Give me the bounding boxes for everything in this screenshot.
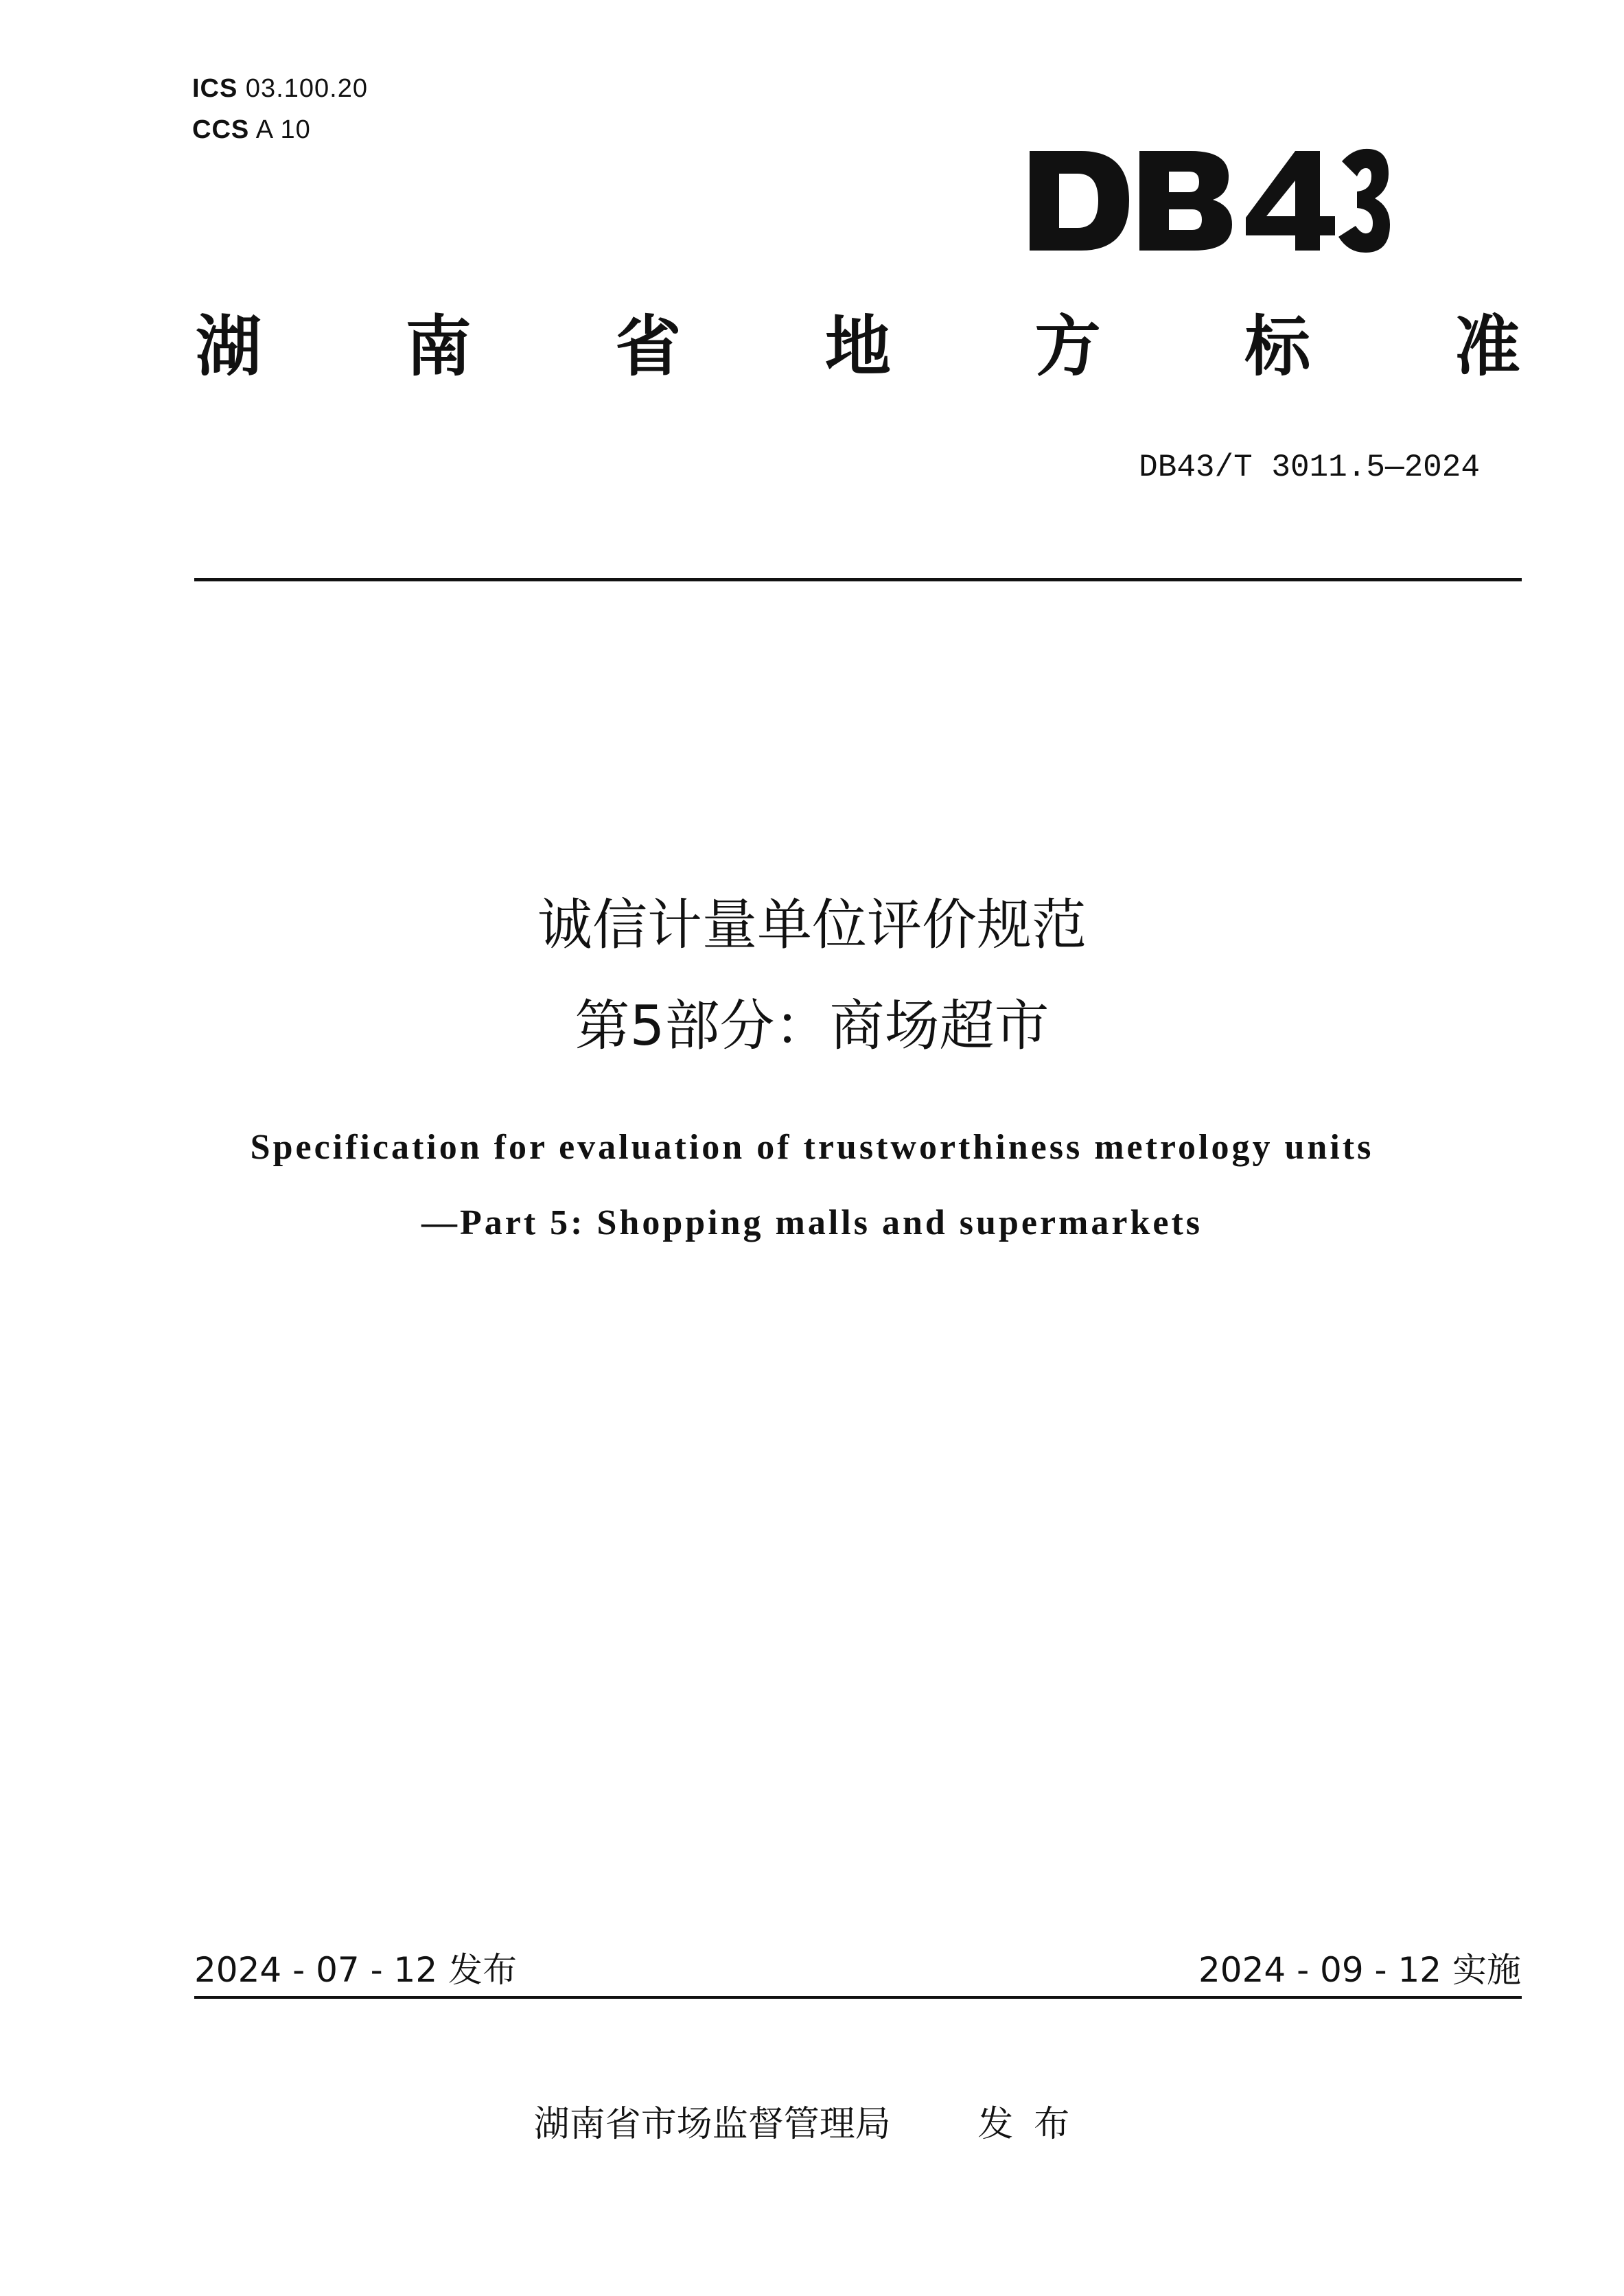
standard-number: DB43/T 3011.5—2024 xyxy=(1139,450,1480,485)
ics-value: 03.100.20 xyxy=(245,74,368,103)
issue-date: 2024 - 07 - 12 发布 xyxy=(194,1950,518,1990)
header-divider xyxy=(194,578,1522,581)
publisher-org: 湖南省市场监督管理局 xyxy=(533,2104,891,2145)
standard-type-char: 省 xyxy=(615,308,682,385)
title-english-main: Specification for evaluation of trustworthiness metrology units xyxy=(250,1128,1374,1167)
title-english-part: —Part 5: Shopping malls and supermarkets xyxy=(421,1203,1203,1242)
title-chinese-part: 第5部分：商场超市 xyxy=(575,994,1049,1058)
ics-code xyxy=(192,74,368,104)
standard-type-char: 准 xyxy=(1454,308,1520,385)
standard-type-heading xyxy=(196,309,1520,384)
ccs-label: CCS xyxy=(192,115,250,144)
footer-divider xyxy=(194,1996,1522,1999)
ccs-code xyxy=(192,115,311,145)
standard-type-char: 湖 xyxy=(196,308,262,385)
publisher-action: 发布 xyxy=(977,2104,1091,2145)
title-chinese-main: 诚信计量单位评价规范 xyxy=(537,893,1087,957)
db43-logo xyxy=(1026,141,1390,261)
ics-label: ICS xyxy=(192,74,238,103)
publisher-line xyxy=(0,2095,1624,2146)
standard-type-char: 方 xyxy=(1034,308,1101,385)
standard-type-char: 标 xyxy=(1244,308,1311,385)
implementation-date: 2024 - 09 - 12 实施 xyxy=(1198,1950,1521,1990)
ccs-value: A 10 xyxy=(255,115,311,144)
standard-type-char: 地 xyxy=(824,308,891,385)
standard-type-char: 南 xyxy=(405,308,472,385)
